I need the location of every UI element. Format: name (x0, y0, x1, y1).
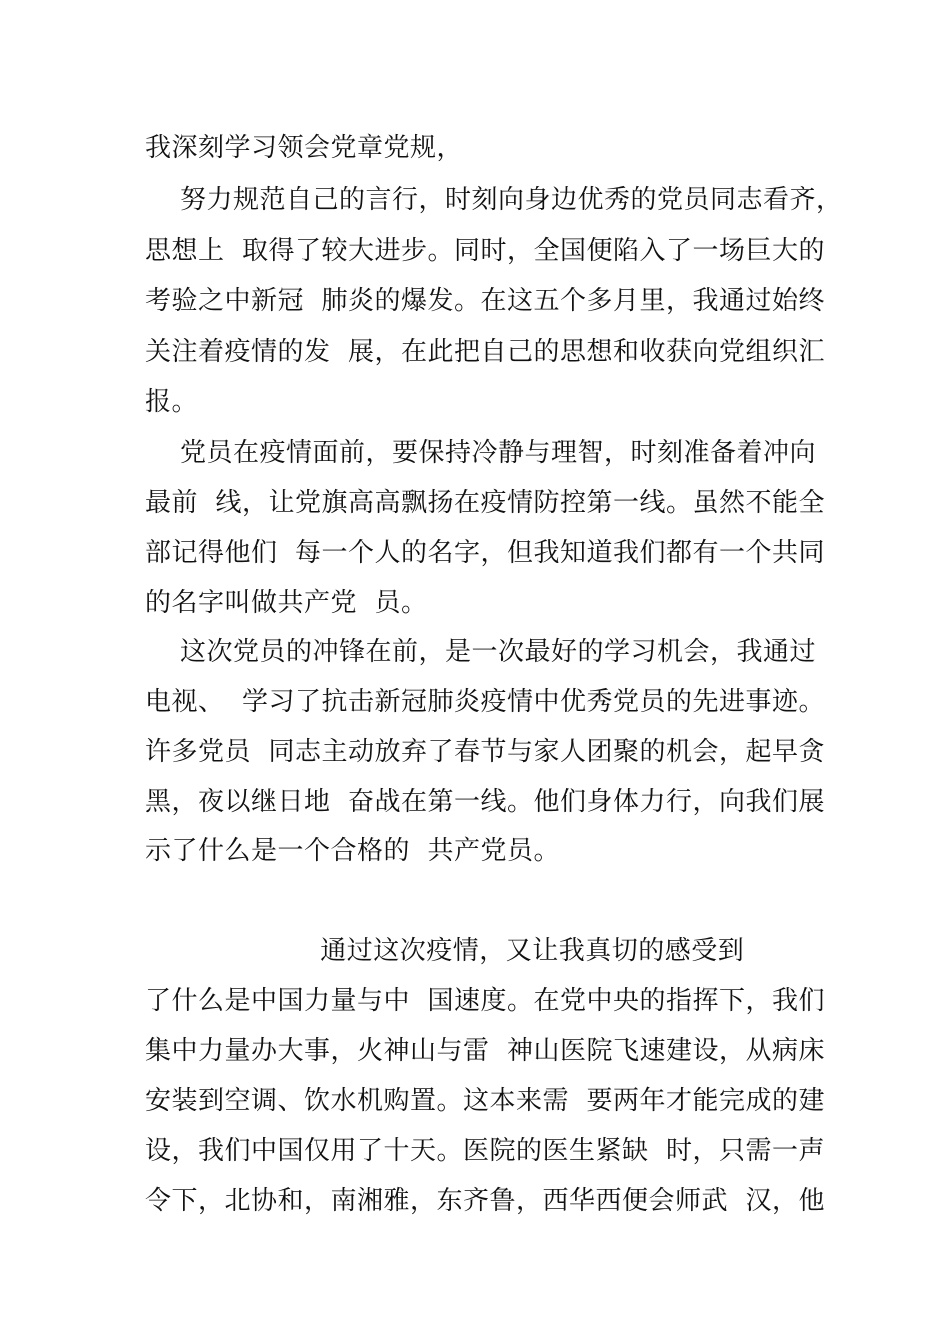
text-line: 最前 线，让党旗高高飘扬在疫情防控第一线。虽然不能全 (145, 488, 826, 518)
text-line: 努力规范自己的言行，时刻向身边优秀的党员同志看齐， (145, 185, 843, 215)
text-line: 部记得他们 每一个人的名字，但我知道我们都有一个共同 (145, 538, 826, 568)
text-line: 我深刻学习领会党章党规， (145, 133, 464, 163)
text-line: 电视、 学习了抗击新冠肺炎疫情中优秀党员的先进事迹。 (145, 687, 826, 717)
text-line: 思想上 取得了较大进步。同时，全国便陷入了一场巨大的 (145, 236, 826, 266)
text-line: 示了什么是一个合格的 共产党员。 (145, 836, 561, 866)
text-line: 考验之中新冠 肺炎的爆发。在这五个多月里，我通过始终 (145, 286, 826, 316)
text-line: 设，我们中国仅用了十天。医院的医生紧缺 时，只需一声 (145, 1136, 826, 1166)
text-line: 党员在疫情面前，要保持冷静与理智，时刻准备着冲向 (145, 438, 817, 468)
text-line: 黑，夜以继日地 奋战在第一线。他们身体力行，向我们展 (145, 787, 826, 817)
text-line: 关注着疫情的发 展，在此把自己的思想和收获向党组织汇 (145, 337, 826, 367)
text-line: 集中力量办大事，火神山与雷 神山医院飞速建设，从病床 (145, 1036, 826, 1066)
text-line: 令下，北协和，南湘雅，东齐鲁，西华西便会师武 汉，他 (145, 1186, 826, 1216)
text-line: 的名字叫做共产党 员。 (145, 588, 428, 618)
text-line: 安装到空调、饮水机购置。这本来需 要两年才能完成的建 (145, 1086, 826, 1116)
text-line: 这次党员的冲锋在前，是一次最好的学习机会，我通过 (145, 637, 817, 667)
text-line: 许多党员 同志主动放弃了春节与家人团聚的机会，起早贪 (145, 737, 826, 767)
text-line: 报。 (145, 387, 199, 417)
text-line: 通过这次疫情，又让我真切的感受到 (145, 936, 745, 966)
text-line: 了什么是中国力量与中 国速度。在党中央的指挥下，我们 (145, 986, 826, 1016)
